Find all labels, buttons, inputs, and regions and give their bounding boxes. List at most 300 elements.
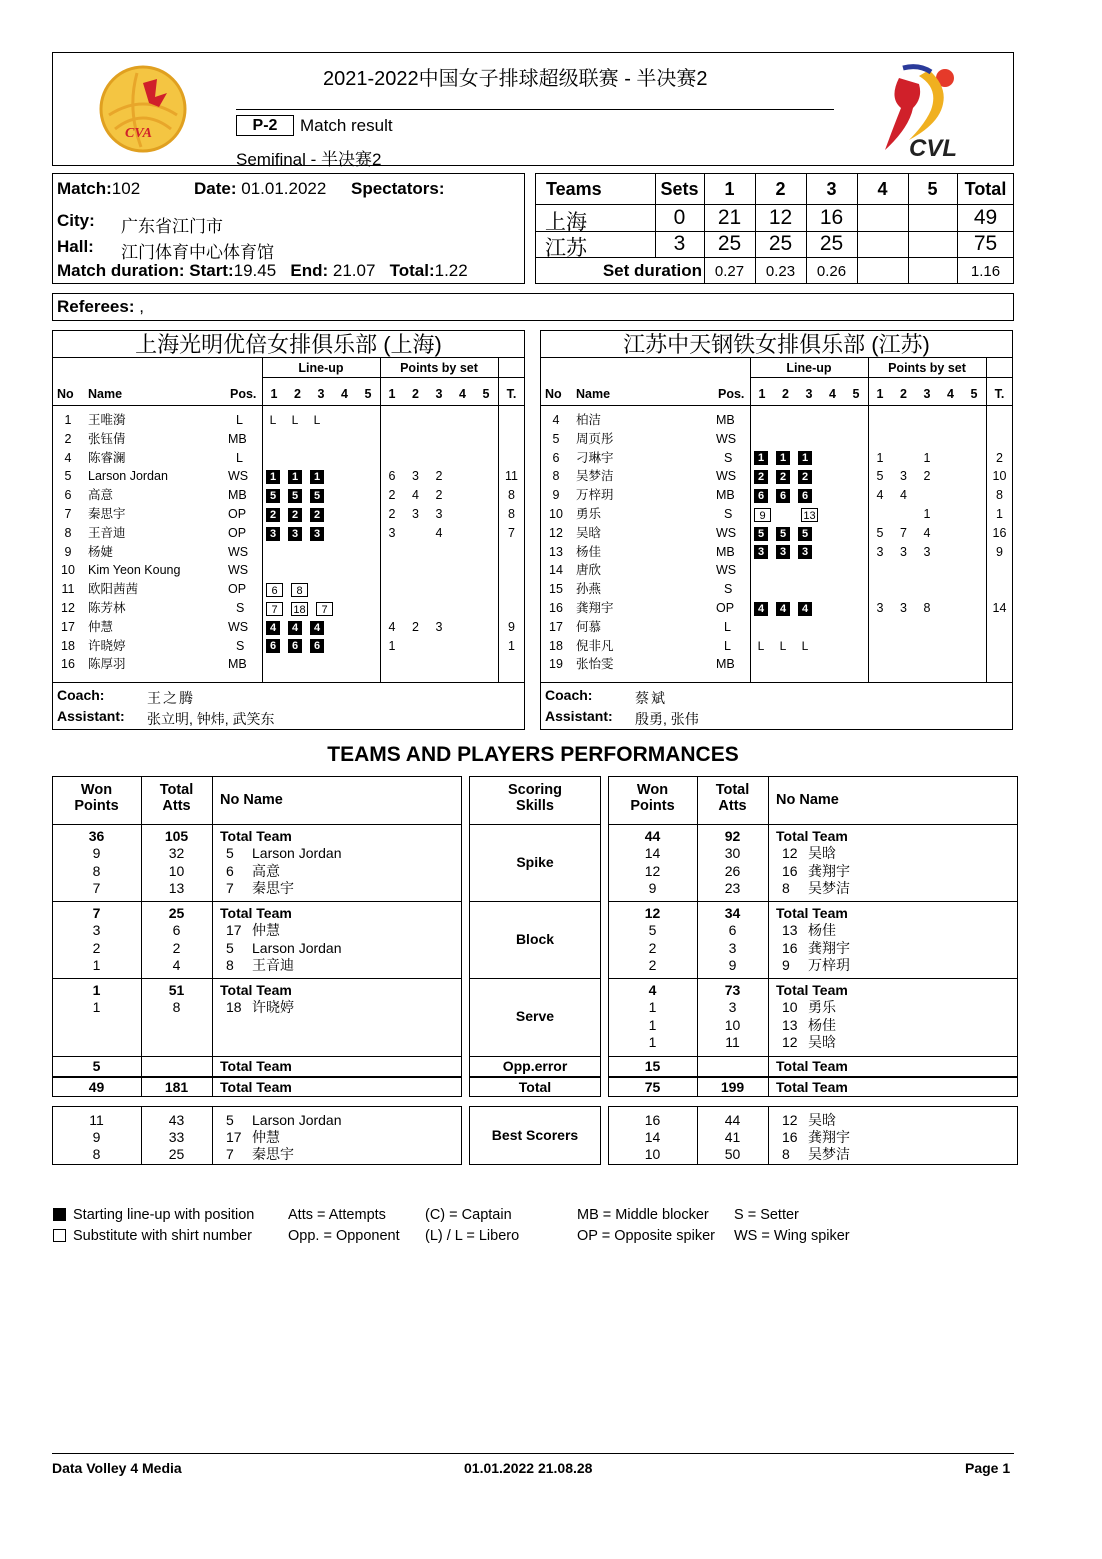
best-scorer-points: 9 <box>92 1129 101 1145</box>
player-row <box>540 618 1013 637</box>
player-name: 仲慧 <box>88 619 114 634</box>
player-no: 16 <box>549 601 563 615</box>
player-name: 许晓婷 <box>252 999 294 1016</box>
best-scorer-points: 10 <box>644 1146 661 1162</box>
player-name: 张怡雯 <box>576 657 614 672</box>
player-no: 18 <box>549 638 563 653</box>
referees-box <box>52 293 1014 321</box>
legend-starting: Starting line-up with position <box>73 1207 255 1223</box>
duration-label: Match duration: <box>57 261 185 280</box>
legend-substitute: Substitute with shirt number <box>73 1228 252 1244</box>
won-points: 1 <box>648 999 657 1016</box>
match-label: Match: <box>57 179 112 198</box>
points-by-set: 4 <box>923 525 931 540</box>
set2-duration: 0.23 <box>765 263 796 280</box>
total-atts: 3 <box>728 939 737 956</box>
won-points: 4 <box>648 982 657 998</box>
total-atts-header: Total <box>715 782 750 798</box>
won-points: 5 <box>648 922 657 939</box>
substitute-number-box: 18 <box>291 602 308 616</box>
legend-opp: Opp. = Opponent <box>288 1228 400 1244</box>
points-by-set: 7 <box>900 525 907 540</box>
player-name: 吴晗 <box>808 845 836 862</box>
player-no: 18 <box>61 638 75 653</box>
player-total-points: 8 <box>508 507 515 521</box>
points-set-header: 2 <box>900 387 907 401</box>
player-no: 7 <box>64 507 72 521</box>
set3-duration: 0.26 <box>816 263 847 280</box>
starting-position-box: 5 <box>754 527 768 541</box>
opp-error-won-a: 5 <box>92 1058 101 1074</box>
won-points-header: Won <box>636 782 669 798</box>
roster-rule <box>540 357 1013 358</box>
points-by-set: 4 <box>435 525 443 540</box>
player-pos: WS <box>716 469 737 484</box>
points-by-set: 1 <box>388 638 396 653</box>
player-no: 19 <box>549 657 563 672</box>
player-pos: MB <box>228 431 247 446</box>
starting-position-box: 4 <box>310 621 324 635</box>
player-row <box>52 524 525 543</box>
best-scorer-name: 龚翔宇 <box>808 1129 850 1145</box>
points-by-set: 1 <box>876 450 884 465</box>
player-pos: WS <box>716 563 737 578</box>
player-no: 4 <box>64 450 72 465</box>
player-lineup <box>266 467 332 486</box>
legend-s: S = Setter <box>734 1207 799 1223</box>
total-atts-a: 181 <box>164 1079 189 1095</box>
lineup-set-header: 5 <box>852 387 860 401</box>
substitute-number-box: 13 <box>801 508 818 522</box>
player-row <box>540 599 1013 618</box>
player-name: 吴晗 <box>576 525 602 540</box>
points-set-header: 1 <box>388 387 396 401</box>
score-b-set2: 25 <box>768 232 793 255</box>
best-scorer-name: 秦思宇 <box>252 1146 294 1162</box>
player-lineup <box>754 467 820 486</box>
total-atts: 73 <box>724 982 741 998</box>
player-total-points: 8 <box>508 488 515 503</box>
player-pos: S <box>724 582 733 597</box>
header-box <box>52 52 1014 169</box>
player-row <box>540 543 1013 562</box>
player-name: Total Team <box>220 982 292 998</box>
points-by-set: 3 <box>900 544 907 559</box>
best-scorer-no: 17 <box>226 1129 242 1145</box>
assistant-names: 殷勇, 张伟 <box>635 711 699 727</box>
won-points: 36 <box>88 828 105 844</box>
total-value: 1.22 <box>434 261 468 280</box>
score-b-sets: 3 <box>673 232 686 255</box>
player-name: 高意 <box>252 862 280 879</box>
player-total-points: 8 <box>996 488 1003 503</box>
legend-ws: WS = Wing spiker <box>734 1228 850 1244</box>
player-lineup <box>754 449 820 468</box>
lineup-set-header: 1 <box>758 387 766 401</box>
legend-starting-swatch <box>53 1208 66 1221</box>
points-by-set: 3 <box>876 544 884 559</box>
points-by-set: 1 <box>923 450 931 465</box>
player-no: 12 <box>782 1033 798 1050</box>
player-name: 龚翔宇 <box>808 939 850 956</box>
points-set-header: 3 <box>923 387 931 401</box>
starting-position-box: 5 <box>310 489 324 503</box>
player-no: 10 <box>61 563 75 578</box>
end-label: End: <box>290 261 329 280</box>
points-by-set: 2 <box>435 469 443 484</box>
total-atts: 105 <box>164 828 189 844</box>
player-pos: MB <box>716 544 735 559</box>
opp-error-name-b: Total Team <box>776 1058 848 1074</box>
points-by-set: 3 <box>876 601 884 615</box>
substitute-number-box: 7 <box>266 602 283 616</box>
starting-position-box: 5 <box>288 489 302 503</box>
starting-position-box: 6 <box>754 489 768 503</box>
svg-text:CVL: CVL <box>909 135 957 160</box>
total-atts-header: Atts <box>162 798 191 814</box>
date-value: 01.01.2022 <box>241 179 327 198</box>
points-header: Points by set <box>888 361 966 375</box>
player-name: 杨佳 <box>808 1016 836 1033</box>
player-row <box>540 411 1013 430</box>
player-row <box>52 618 525 637</box>
points-by-set: 4 <box>876 488 884 503</box>
roster-rule <box>52 357 525 358</box>
starting-position-box: 5 <box>266 489 280 503</box>
won-points: 12 <box>644 862 661 879</box>
player-row <box>540 449 1013 468</box>
best-scorer-no: 16 <box>782 1129 798 1145</box>
legend-substitute-swatch <box>53 1229 66 1242</box>
total-atts: 10 <box>168 862 185 879</box>
total-name-b: Total Team <box>776 1079 848 1095</box>
score-b-set1: 25 <box>717 232 742 255</box>
player-total-points: 9 <box>996 544 1003 559</box>
starting-position-box: 6 <box>288 639 302 653</box>
player-name: 孙燕 <box>576 582 602 597</box>
player-name: 吴梦洁 <box>808 879 850 896</box>
player-name: Larson Jordan <box>88 469 168 484</box>
total-atts: 9 <box>728 956 737 973</box>
won-points-header: Won <box>80 782 113 798</box>
player-name: 吴晗 <box>808 1033 836 1050</box>
points-by-set: 2 <box>388 488 396 503</box>
roster-rule <box>52 682 525 683</box>
score-header-set3: 3 <box>826 179 837 199</box>
player-row <box>52 599 525 618</box>
perf-row-rule <box>469 978 601 979</box>
referees-label: Referees: <box>57 297 135 316</box>
player-name: Total Team <box>776 982 848 998</box>
player-name: 周页彤 <box>576 431 614 446</box>
player-name: 陈睿澜 <box>88 450 126 465</box>
won-points: 8 <box>92 862 101 879</box>
score-header-set4: 4 <box>877 179 888 199</box>
total-won-a: 49 <box>88 1079 105 1095</box>
points-by-set: 6 <box>388 469 396 484</box>
player-name: 万梓玥 <box>808 956 850 973</box>
skill-label: Serve <box>515 1008 555 1024</box>
starting-position-box: 3 <box>776 545 790 559</box>
starting-position-box: 3 <box>310 527 324 541</box>
starting-position-box: 3 <box>288 527 302 541</box>
report-code: P-2 <box>252 117 278 134</box>
perf-row-rule <box>52 1077 462 1078</box>
won-points: 1 <box>92 982 101 998</box>
player-pos: MB <box>228 657 247 672</box>
hall-value: 江门体育中心体育馆 <box>121 243 274 262</box>
player-lineup <box>266 486 332 505</box>
player-total-points: 7 <box>508 525 515 540</box>
player-row <box>52 411 525 430</box>
competition-title: 2021-2022中国女子排球超级联赛 - 半决赛2 <box>323 68 708 90</box>
best-scorer-no: 5 <box>226 1112 234 1128</box>
won-points: 14 <box>644 845 661 862</box>
hall-label: Hall: <box>57 237 94 256</box>
player-name: 龚翔宇 <box>576 601 614 615</box>
player-name: Larson Jordan <box>252 845 342 862</box>
player-pos: L <box>236 450 243 465</box>
player-no: 8 <box>64 525 72 540</box>
player-pos: WS <box>716 525 737 540</box>
player-name: Total Team <box>776 828 848 844</box>
total-duration: 1.16 <box>970 263 1001 280</box>
starting-position-box: 2 <box>798 470 812 484</box>
points-header: Points by set <box>400 361 478 375</box>
player-row <box>540 505 1013 524</box>
no-name-header: No Name <box>776 792 839 808</box>
player-total-points: 16 <box>992 525 1007 540</box>
player-name: 万梓玥 <box>576 488 614 503</box>
best-scorer-points: 16 <box>644 1112 661 1128</box>
pos-header: Pos. <box>230 387 257 401</box>
won-points: 3 <box>92 922 101 939</box>
lineup-set-header: 3 <box>805 387 813 401</box>
player-name: 王唯漪 <box>88 413 126 427</box>
player-row <box>52 655 525 674</box>
perf-row-rule <box>469 1076 601 1077</box>
points-set-header: 1 <box>876 387 884 401</box>
score-b-total: 75 <box>973 232 998 255</box>
player-no: 9 <box>64 544 72 559</box>
player-name: 刁琳宇 <box>576 450 614 465</box>
perf-row-rule <box>52 1056 462 1057</box>
footer-left: Data Volley 4 Media <box>52 1460 182 1476</box>
player-no: 12 <box>782 845 798 862</box>
cvl-logo <box>879 58 969 160</box>
player-pos: OP <box>228 507 247 521</box>
player-row <box>540 561 1013 580</box>
player-no: 8 <box>782 879 790 896</box>
won-points: 1 <box>648 1033 657 1050</box>
points-by-set: 3 <box>900 601 907 615</box>
starting-position-box: 6 <box>776 489 790 503</box>
won-points: 1 <box>92 999 101 1016</box>
score-header-sets: Sets <box>660 179 699 199</box>
best-scorer-atts: 44 <box>724 1112 741 1128</box>
player-name: 陈厚羽 <box>88 657 126 672</box>
starting-position-box: 3 <box>754 545 768 559</box>
player-name: 王音迪 <box>88 525 126 540</box>
player-total-points: 1 <box>508 638 515 653</box>
player-name: 欧阳茜茜 <box>88 582 139 597</box>
player-pos: S <box>724 450 733 465</box>
total-atts: 26 <box>724 862 741 879</box>
total-atts: 4 <box>172 956 181 973</box>
player-no: 15 <box>549 582 563 597</box>
substitute-number-box: 7 <box>316 602 333 616</box>
score-b-set3: 25 <box>819 232 844 255</box>
set-duration-label: Set duration <box>602 261 702 280</box>
match-date <box>194 179 326 199</box>
score-header-set1: 1 <box>724 179 735 199</box>
perf-row-rule <box>469 1056 601 1057</box>
score-a-sets: 0 <box>673 206 686 229</box>
perf-row-rule <box>52 1076 462 1077</box>
player-row <box>540 467 1013 486</box>
city-value: 广东省江门市 <box>121 217 223 236</box>
player-no: 9 <box>782 956 790 973</box>
player-row <box>52 637 525 656</box>
skill-label: Spike <box>516 853 554 870</box>
player-name: 何慕 <box>576 619 602 634</box>
starting-position-box: 1 <box>776 451 790 465</box>
player-no: 7 <box>226 879 234 896</box>
player-name: 杨婕 <box>88 544 114 559</box>
total-label: Total: <box>389 261 435 280</box>
player-no: 6 <box>226 862 234 879</box>
perf-row-rule <box>469 1077 601 1078</box>
player-no: 4 <box>552 413 560 427</box>
player-lineup <box>754 524 820 543</box>
player-lineup <box>266 580 316 599</box>
legend-mb: MB = Middle blocker <box>577 1207 709 1223</box>
starting-position-box: 4 <box>776 602 790 616</box>
score-team-a: 上海 <box>545 211 587 234</box>
player-pos: WS <box>716 431 737 446</box>
player-no: 17 <box>226 922 242 939</box>
won-points-header: Points <box>630 798 675 814</box>
total-atts: 32 <box>168 845 185 862</box>
total-atts: 92 <box>724 828 741 844</box>
roster-rule <box>540 682 1013 683</box>
player-no: 14 <box>549 563 563 578</box>
points-set-header: 5 <box>970 387 978 401</box>
player-name: Total Team <box>220 828 292 844</box>
player-pos: MB <box>716 657 735 672</box>
points-set-header: 5 <box>482 387 490 401</box>
player-total-points: 10 <box>992 469 1007 484</box>
score-a-set1: 21 <box>717 206 742 229</box>
won-points: 1 <box>648 1016 657 1033</box>
scoring-skills-header: Scoring <box>508 782 562 798</box>
starting-position-box: 5 <box>776 527 790 541</box>
score-header-set5: 5 <box>927 179 938 199</box>
player-no: 5 <box>226 939 234 956</box>
lineup-header: Line-up <box>786 361 832 375</box>
t-header: T. <box>506 387 517 401</box>
player-row <box>52 467 525 486</box>
points-by-set: 3 <box>435 507 443 521</box>
coach-label: Coach: <box>57 687 105 703</box>
player-row <box>540 637 1013 656</box>
won-points: 2 <box>92 939 101 956</box>
starting-position-box: 5 <box>798 527 812 541</box>
best-scorer-atts: 41 <box>724 1129 741 1145</box>
total-atts: 11 <box>725 1033 740 1050</box>
starting-position-box: 4 <box>798 602 812 616</box>
player-lineup <box>266 524 332 543</box>
player-name: 唐欣 <box>576 563 602 578</box>
player-lineup <box>266 637 332 656</box>
won-points: 2 <box>648 939 657 956</box>
roster-rule <box>540 405 1013 406</box>
player-pos: OP <box>228 582 247 597</box>
total-atts: 23 <box>724 879 741 896</box>
best-scorer-name: Larson Jordan <box>252 1112 342 1128</box>
points-by-set: 3 <box>923 544 931 559</box>
player-row <box>540 524 1013 543</box>
starting-position-box: 1 <box>266 470 280 484</box>
player-row <box>52 430 525 449</box>
match-no-value: 102 <box>111 179 141 198</box>
perf-row-rule <box>608 1076 1018 1077</box>
score-rule <box>535 204 1014 205</box>
total-atts-header: Atts <box>718 798 747 814</box>
set1-duration: 0.27 <box>714 263 745 280</box>
coach-name: 蔡斌 <box>635 690 667 706</box>
points-by-set: 3 <box>412 469 419 484</box>
match-duration <box>57 261 468 281</box>
points-set-header: 3 <box>435 387 443 401</box>
points-by-set: 3 <box>388 525 396 540</box>
player-row <box>52 561 525 580</box>
cva-logo <box>97 63 189 155</box>
perf-row-rule <box>469 901 601 902</box>
player-no: 11 <box>61 582 75 597</box>
roster-rule <box>52 405 525 406</box>
player-row <box>540 430 1013 449</box>
starting-position-box: 4 <box>266 621 280 635</box>
opp-error-won-b: 15 <box>644 1058 661 1074</box>
player-name: 杨佳 <box>808 922 836 939</box>
substitute-number-box: 6 <box>266 583 283 597</box>
player-no: 13 <box>782 1016 798 1033</box>
player-row <box>540 580 1013 599</box>
name-header: Name <box>576 387 611 401</box>
spectators-label: Spectators: <box>351 179 445 198</box>
best-scorer-points: 11 <box>89 1112 104 1128</box>
no-header: No <box>545 387 562 401</box>
player-row <box>52 486 525 505</box>
player-no: 16 <box>61 657 75 672</box>
score-a-set3: 16 <box>819 206 844 229</box>
won-points: 7 <box>92 905 101 921</box>
coach-label: Coach: <box>545 687 593 703</box>
player-pos: OP <box>716 601 735 615</box>
starting-position-box: 1 <box>310 470 324 484</box>
pos-header: Pos. <box>718 387 745 401</box>
total-atts-header: Total <box>159 782 194 798</box>
player-pos: MB <box>716 413 735 427</box>
total-name-a: Total Team <box>220 1079 292 1095</box>
player-name: 秦思宇 <box>252 879 294 896</box>
player-name: 勇乐 <box>808 999 836 1016</box>
roster-rule <box>750 377 1013 378</box>
player-name: Total Team <box>776 905 848 921</box>
player-name: 倪非凡 <box>576 638 614 653</box>
starting-position-box: 6 <box>266 639 280 653</box>
